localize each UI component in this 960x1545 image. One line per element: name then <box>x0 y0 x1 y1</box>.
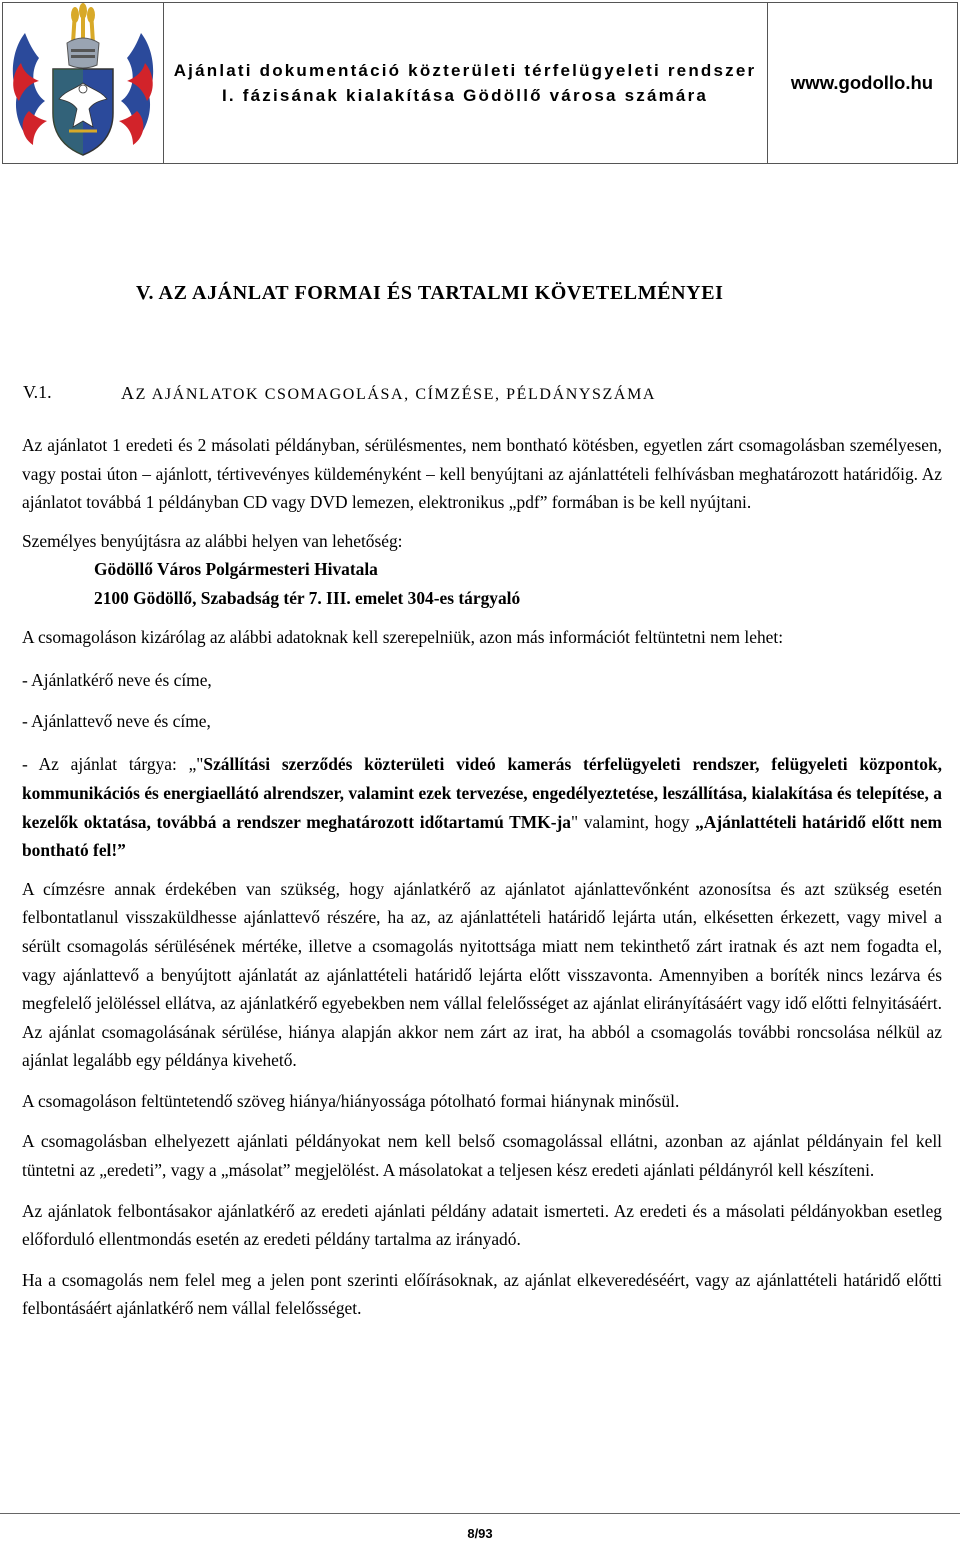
list-item-requester: - Ajánlatkérő neve és címe, <box>22 670 212 691</box>
paragraph-liability: Ha a csomagolás nem felel meg a jelen pont szerinti előírásoknak, az ajánlat elkeveredéséért, vagy az ajánlattételi határidő előtti felbontásáért ajánlatkérő nem vállal felelősséget. <box>22 1269 942 1319</box>
subject-middle: " valamint, hogy <box>570 811 696 832</box>
paragraph-packaging-data: A csomagoláson kizárólag az alábbi adatoknak kell szerepelniük, azon más információt feltüntetni nem lehet: <box>22 626 784 647</box>
subsection-title-initial: A <box>121 383 136 403</box>
subject-title: Szállítási szerződés közterületi videó kamerás térfelügyeleti rendszer, felügyeleti központok, kommunikációs és energiaellátó alrendszer, valamint ezek tervezése, engedélyeztetése, leszállítása, kialakítása és telepítése, a kezelők oktatása, továbbá a rendszer meghatározott időtartamú TMK-ja <box>22 754 942 832</box>
subsection-number: V.1. <box>23 382 52 402</box>
list-item-subject <box>22 750 942 864</box>
main-content <box>22 431 942 1323</box>
section-heading: V. AZ AJÁNLAT FORMAI ÉS TARTALMI KÖVETELMÉNYEI <box>136 282 724 304</box>
website-link[interactable]: www.godollo.hu <box>790 72 934 93</box>
address-office: Gödöllő Város Polgármesteri Hivatala <box>94 559 378 580</box>
header-title-cell <box>163 3 768 163</box>
page-number: 8/93 <box>467 1526 493 1541</box>
paragraph-personal-submission: Személyes benyújtásra az alábbi helyen van lehetőség: <box>22 530 403 551</box>
logo-cell <box>3 3 164 163</box>
footer-rule <box>0 1513 960 1514</box>
paragraph-submission: Az ajánlatot 1 eredeti és 2 másolati példányban, sérülésmentes, nem bontható kötésben, egyetlen zárt csomagolásban személyesen, vagy postai úton – ajánlott, tértivevényes küldeményként – kell benyújtani az ajánlattételi felhívásban meghatározott határidőig. Az ajánlatot továbbá 1 példányban CD vagy DVD lemezen, elektronikus „pdf” formában is be kell nyújtani. <box>22 435 942 513</box>
subsection-heading <box>23 382 657 403</box>
paragraph-missing-text: A csomagoláson feltüntetendő szöveg hiánya/hiányossága pótolható formai hiánynak minősül. <box>22 1090 680 1111</box>
header-url-cell <box>767 3 957 163</box>
list-item-bidder: - Ajánlattevő neve és címe, <box>22 710 211 731</box>
subject-prefix: - Az ajánlat tárgya: „" <box>22 754 204 775</box>
subsection-title <box>121 383 656 404</box>
document-title: Ajánlati dokumentáció közterületi térfelügyeleti rendszer I. fázisának kialakítása Gödöllő városa számára <box>173 61 757 105</box>
address-street: 2100 Gödöllő, Szabadság tér 7. III. emelet 304-es tárgyaló <box>94 587 521 608</box>
subsection-title-rest: Z AJÁNLATOK CSOMAGOLÁSA, CÍMZÉSE, PÉLDÁNYSZÁMA <box>135 386 657 403</box>
paragraph-opening: Az ajánlatok felbontásakor ajánlatkérő az eredeti ajánlati példány adatait ismerteti. Az eredeti és a másolati példányokban esetleg előforduló ellentmondás esetén az eredeti példány tartalma az irányadó. <box>22 1200 942 1250</box>
subject-warning: „Ajánlattételi határidő előtt nem bontható fel!” <box>22 811 943 861</box>
coat-of-arms-logo <box>3 3 163 163</box>
paragraph-addressing: A címzésre annak érdekében van szükség, hogy ajánlatkérő az ajánlatot ajánlattevőnként azonosítsa és azt szükség esetén felbontatlanul visszaküldhesse ajánlattevő részére, ha az, az ajánlattételi határidő lejárta után, elkésetten érkezett, vagy mivel a sérült csomagolás sérülésének mértéke, illetve a csomagolás nyitottsága miatt nem tekinthető zárt iratnak és azt nem fogadta el, vagy ajánlattevő a benyújtott ajánlatát az ajánlattételi határidő lejárta előtt visszavonta. Amennyiben a boríték nincs lezárva és megfelelő jelöléssel ellátva, az ajánlatkérő egyebekben nem vállal felelősséget az ajánlat elirányításáért vagy idő előtti felnyitásáért. Az ajánlat csomagolásának sérülése, hiánya alapján akkor nem zárt az irat, ha abból a csomagolás további roncsolása nélkül az ajánlat legalább egy példánya kivehető. <box>22 878 942 1071</box>
paragraph-copies: A csomagolásban elhelyezett ajánlati példányokat nem kell belső csomagolással ellátni, azonban az ajánlat példányain fel kell tüntetni az „eredeti”, vagy a „másolat” megjelölést. A másolatokat a teljesen kész eredeti ajánlati példányról kell készíteni. <box>22 1131 942 1181</box>
page-header <box>2 2 958 164</box>
